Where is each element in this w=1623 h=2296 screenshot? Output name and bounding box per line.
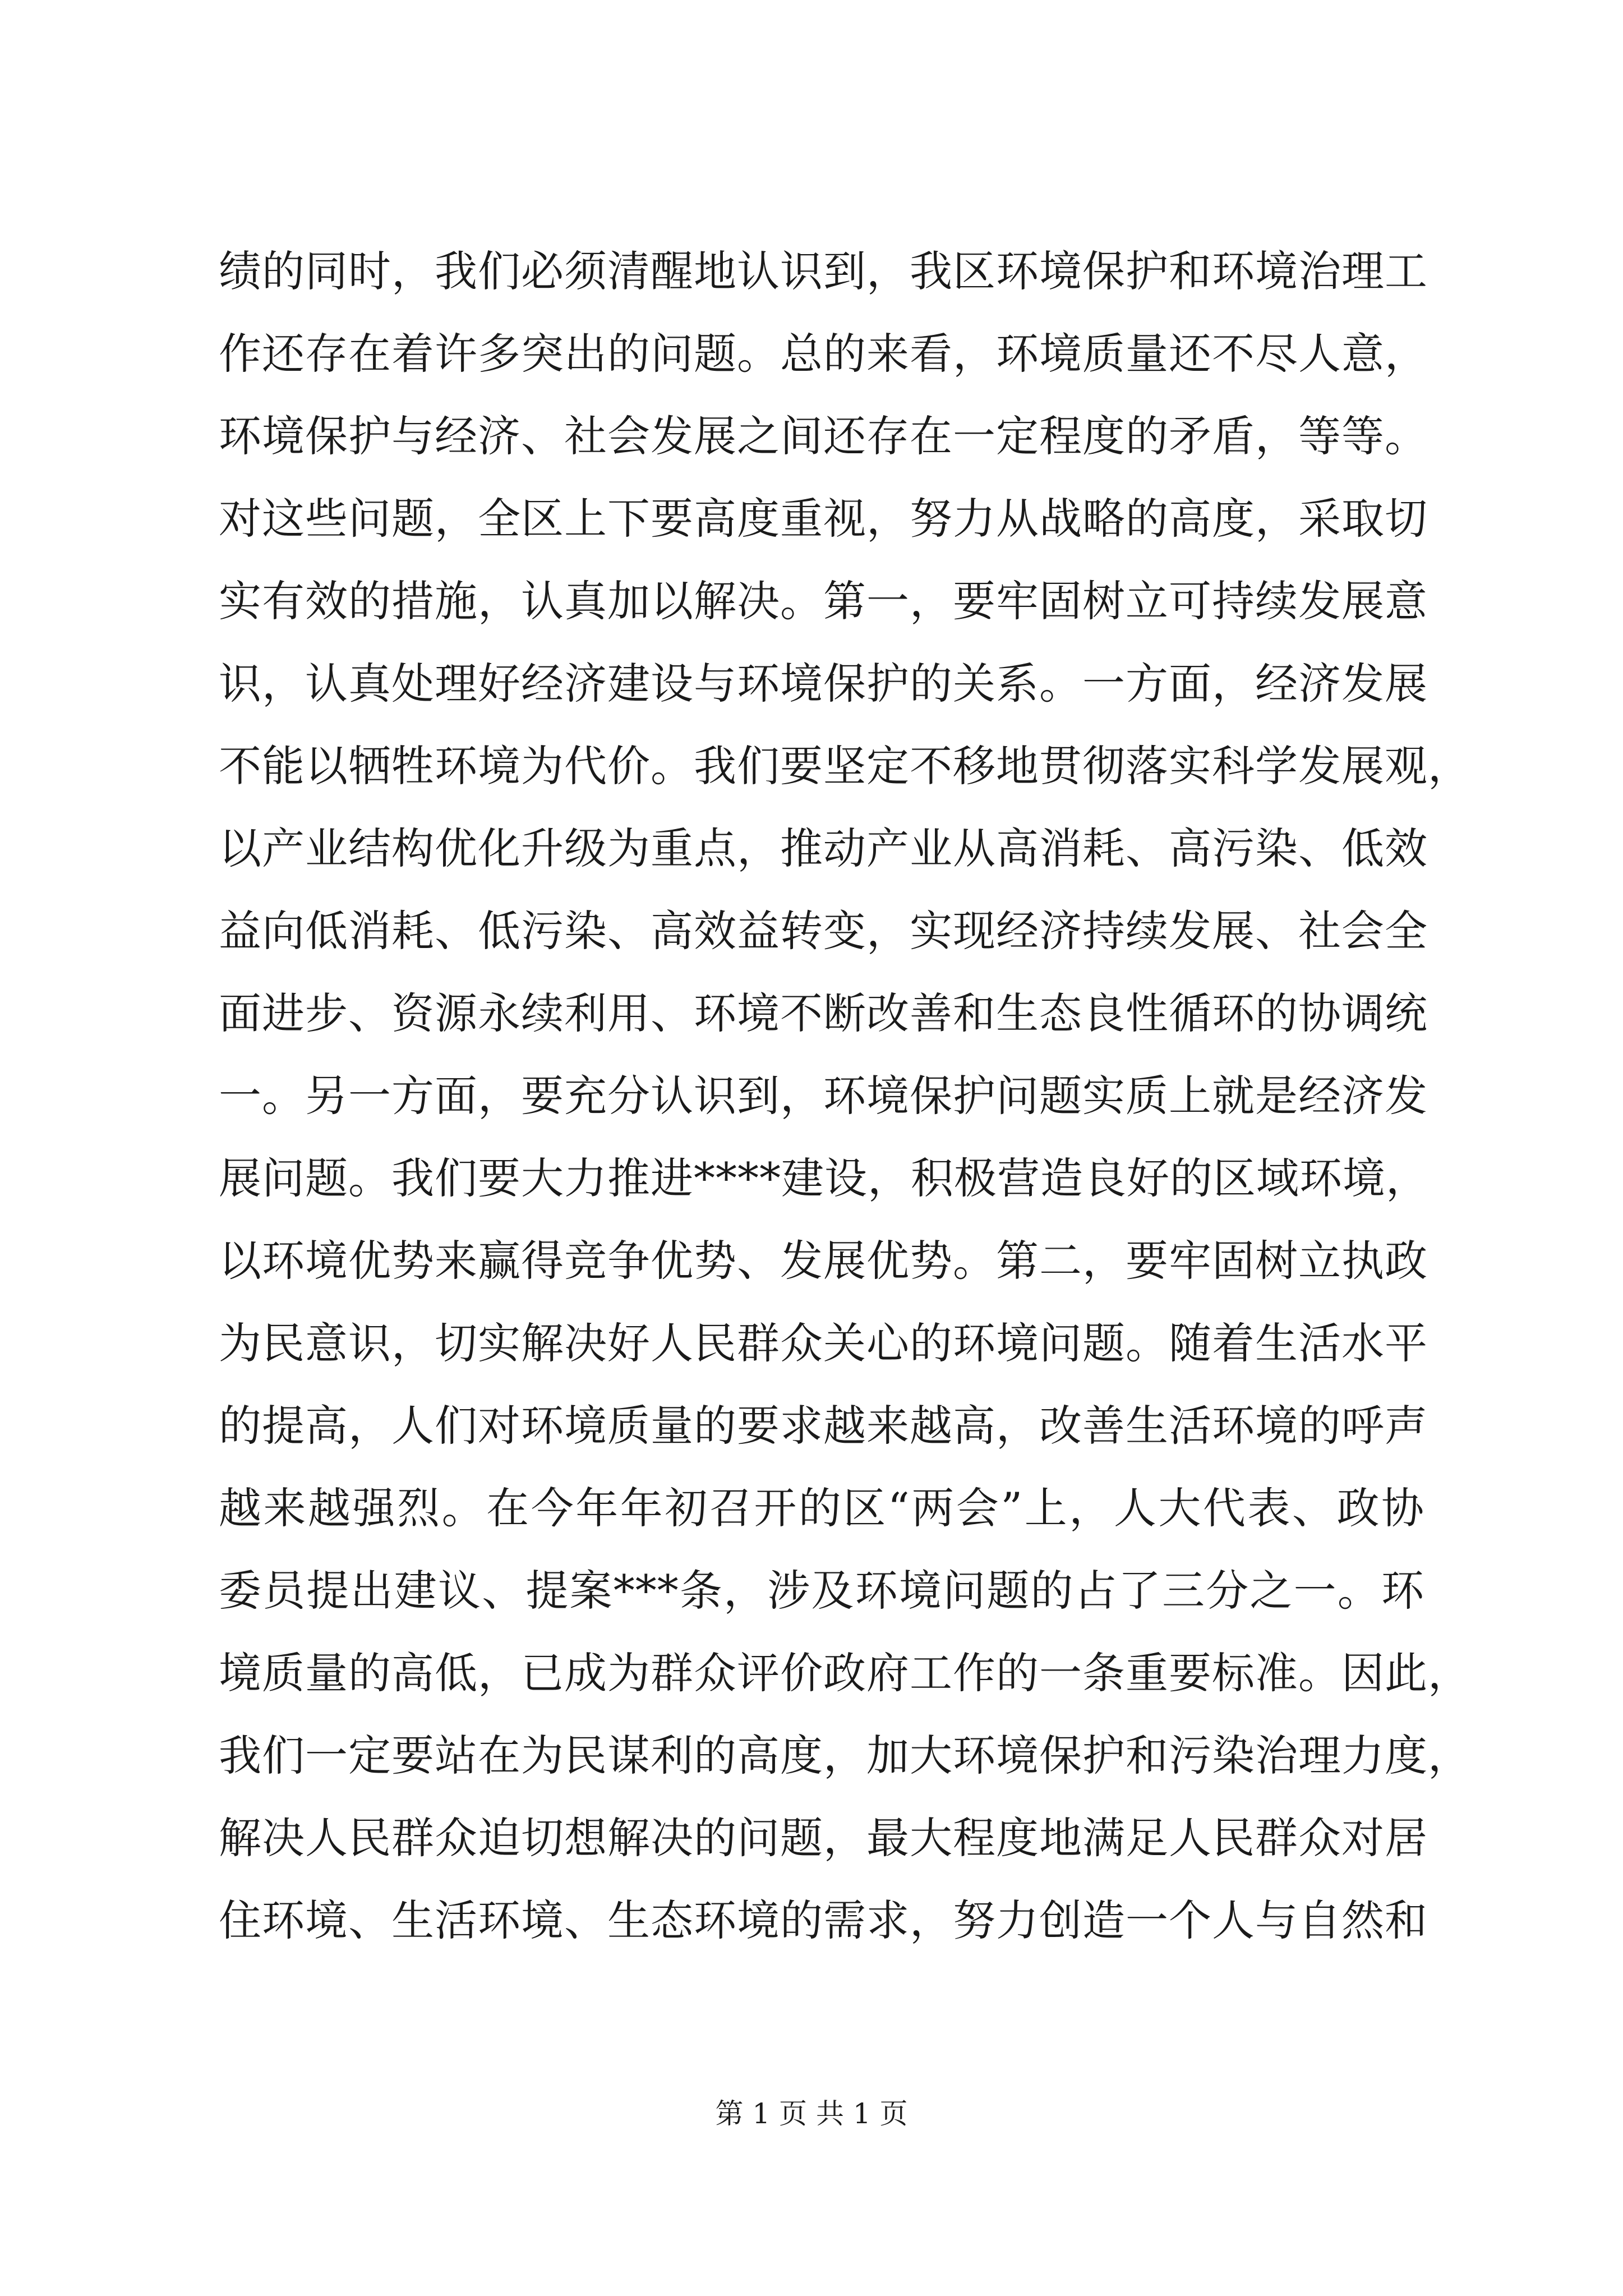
text-line: 一。另一方面，要充分认识到，环境保护问题实质上就是经济发 [219, 1071, 1428, 1121]
text-line: 实有效的措施，认真加以解决。第一，要牢固树立可持续发展意 [219, 576, 1428, 626]
text-line: 识，认真处理好经济建设与环境保护的关系。一方面，经济发展 [219, 659, 1428, 708]
text-line: 的提高，人们对环境质量的要求越来越高，改善生活环境的呼声 [219, 1401, 1428, 1451]
text-line: 不能以牺牲环境为代价。我们要坚定不移地贯彻落实科学发展观， [219, 741, 1471, 791]
body-text [219, 230, 1471, 1962]
text-line: 面进步、资源永续利用、环境不断改善和生态良性循环的协调统 [219, 988, 1428, 1038]
text-line: 绩的同时，我们必须清醒地认识到，我区环境保护和环境治理工 [219, 246, 1428, 296]
text-line: 以环境优势来赢得竞争优势、发展优势。第二，要牢固树立执政 [219, 1236, 1428, 1286]
page-footer: 第 1 页 共 1 页 [715, 2097, 908, 2130]
text-line: 解决人民群众迫切想解决的问题，最大程度地满足人民群众对居 [219, 1813, 1428, 1863]
text-line: 益向低消耗、低污染、高效益转变，实现经济持续发展、社会全 [219, 906, 1428, 956]
text-line: 以产业结构优化升级为重点，推动产业从高消耗、高污染、低效 [219, 823, 1428, 873]
text-line: 境质量的高低，已成为群众评价政府工作的一条重要标准。因此， [219, 1648, 1471, 1698]
text-line: 展问题。我们要大力推进****建设，积极营造良好的区域环境， [219, 1153, 1429, 1203]
text-line: 作还存在着许多突出的问题。总的来看，环境质量还不尽人意， [219, 329, 1428, 379]
text-line: 越来越强烈。在今年年初召开的区“两会”上，人大代表、政协 [219, 1483, 1424, 1533]
text-line: 委员提出建议、提案***条，涉及环境问题的占了三分之一。环 [219, 1566, 1424, 1616]
text-line: 住环境、生活环境、生态环境的需求，努力创造一个人与自然和 [219, 1895, 1428, 1945]
text-line: 环境保护与经济、社会发展之间还存在一定程度的矛盾，等等。 [219, 411, 1428, 461]
text-line: 为民意识，切实解决好人民群众关心的环境问题。随着生活水平 [219, 1318, 1428, 1368]
text-line: 对这些问题，全区上下要高度重视，努力从战略的高度，采取切 [219, 494, 1428, 544]
text-line: 我们一定要站在为民谋利的高度，加大环境保护和污染治理力度， [219, 1731, 1471, 1780]
